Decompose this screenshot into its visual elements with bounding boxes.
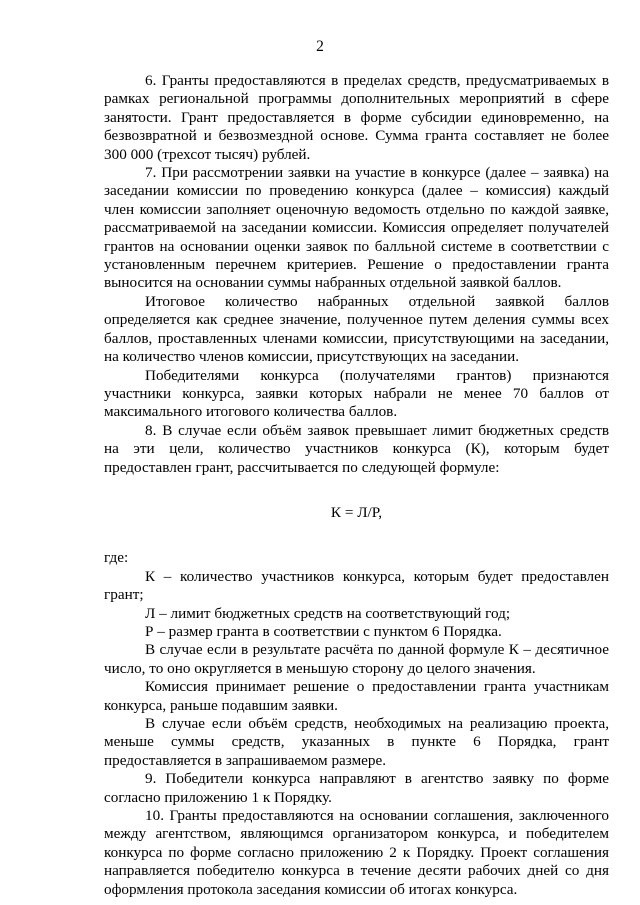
paragraph-priority: Комиссия принимает решение о предоставлении гранта участникам конкурса, раньше подавшим заявки. — [104, 678, 609, 714]
document-body — [104, 72, 609, 899]
paragraph-6: 6. Гранты предоставляются в пределах средств, предусматриваемых в рамках региональной программы дополнительных мероприятий в сфере занятости. Грант предоставляется в форме субсидии единовременно, на безвозвратной и безвозмездной основе. Сумма гранта составляет не более 300 000 (трехсот тысяч) рублей. — [104, 72, 609, 163]
paragraph-rounding: В случае если в результате расчёта по данной формуле К – десятичное число, то оно округляется в меньшую сторону до целого значения. — [104, 641, 609, 677]
paragraph-winners: Победителями конкурса (получателями грантов) признаются участники конкурса, заявки которых набрали не менее 70 баллов от максимального итогового количества баллов. — [104, 366, 609, 421]
paragraph-7: 7. При рассмотрении заявки на участие в конкурсе (далее – заявка) на заседании комиссии по проведению конкурса (далее – комиссия) каждый член комиссии заполняет оценочную ведомость отдельно по каждой заявке, рассматриваемой на заседании комиссии. Комиссия определяет получателей грантов на основании оценки заявок по балльной системе в соответствии с установленным перечнем критериев. Решение о предоставлении гранта выносится на основании суммы набранных отдельной заявкой баллов. — [104, 164, 609, 292]
page-number: 2 — [316, 38, 324, 55]
paragraph-requested-amount: В случае если объём средств, необходимых на реализацию проекта, меньше суммы средств, указанных в пункте 6 Порядка, грант предоставляется в запрашиваемом размере. — [104, 715, 609, 769]
paragraph-8: 8. В случае если объём заявок превышает лимит бюджетных средств на эти цели, количество участников конкурса (К), которым будет предоставлен грант, рассчитывается по следующей формуле: — [104, 421, 609, 476]
paragraph-total-score: Итоговое количество набранных отдельной заявкой баллов определяется как среднее значение, полученное путем деления суммы всех баллов, проставленных членами комиссии, присутствующими на заседании, на количество членов комиссии, присутствующих на заседании. — [104, 292, 609, 366]
paragraph-9: 9. Победители конкурса направляют в агентство заявку по форме согласно приложению 1 к Порядку. — [104, 770, 609, 806]
definition-k: К – количество участников конкурса, которым будет предоставлен грант; — [104, 567, 609, 604]
definition-l: Л – лимит бюджетных средств на соответствующий год; — [145, 604, 511, 622]
paragraph-10: 10. Гранты предоставляются на основании соглашения, заключенного между агентством, являющимся организатором конкурса, и победителем конкурса по форме согласно приложению 2 к Порядку. Проект соглашения направляется победителю конкурса в течение десяти рабочих дней со дня оформления протокола заседания комиссии об итогах конкурса. — [104, 807, 609, 898]
where-label: где: — [104, 549, 129, 567]
definition-r: Р – размер гранта в соответствии с пунктом 6 Порядка. — [145, 622, 502, 640]
formula: К = Л/Р, — [330, 503, 383, 521]
